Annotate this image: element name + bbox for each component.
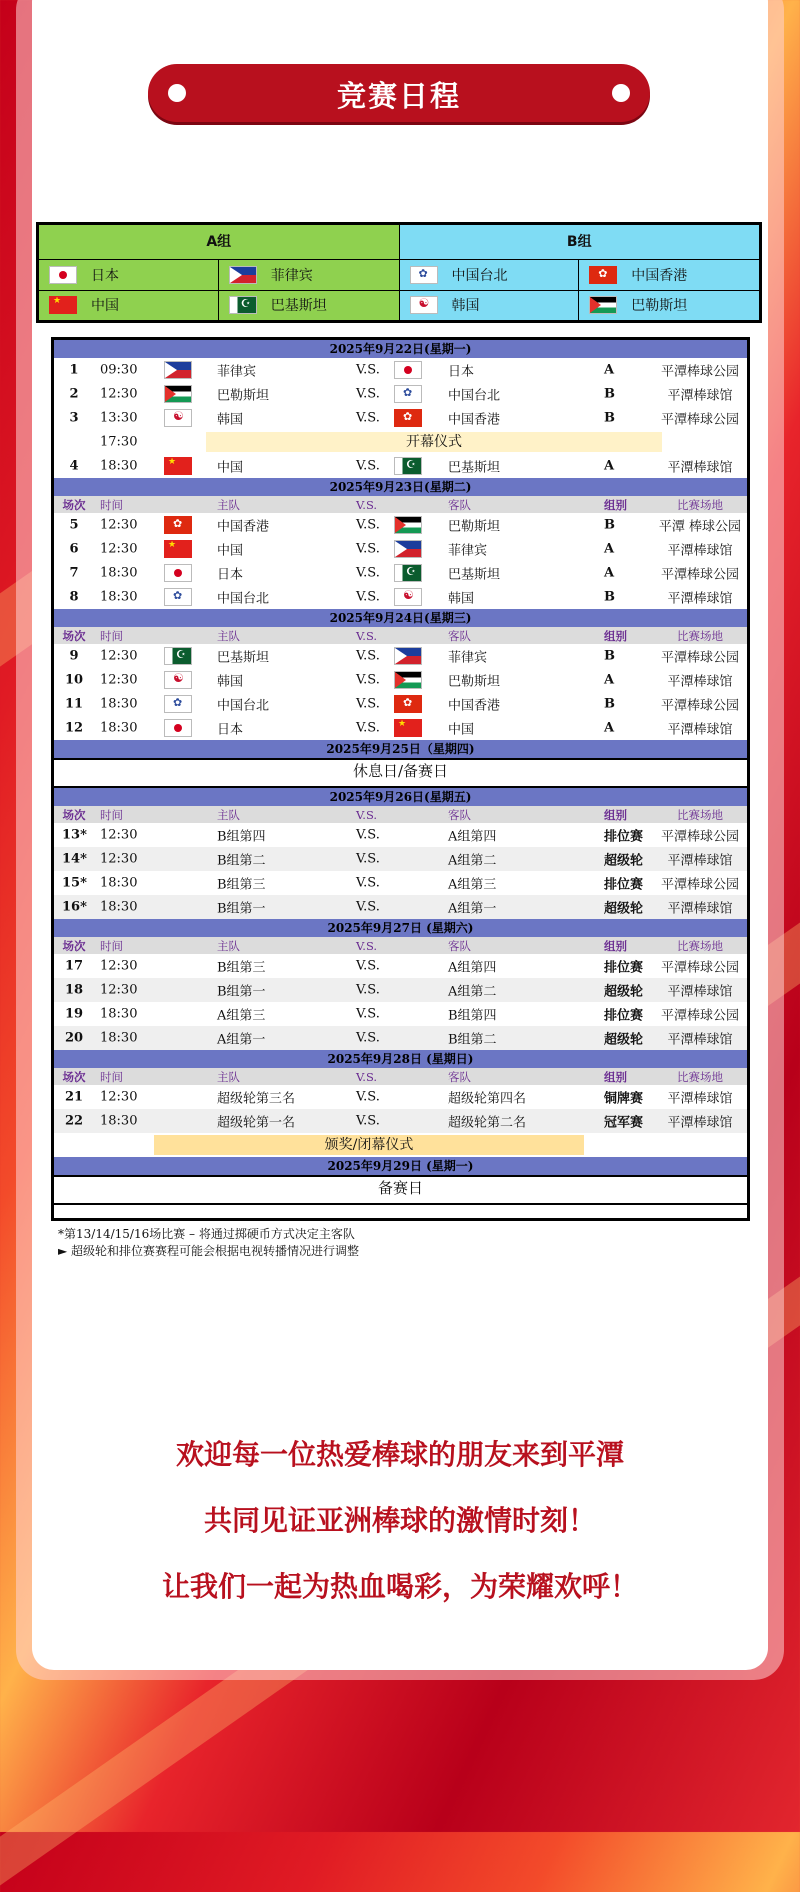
group-a-header: A组 [39, 225, 399, 260]
match-number: 11 [64, 696, 84, 712]
match-time: 18:30 [100, 696, 138, 712]
header-time: 时间 [100, 1069, 123, 1084]
match-group: B [604, 386, 615, 402]
header-no: 场次 [62, 628, 86, 643]
header-group: 组别 [604, 1069, 627, 1084]
venue: 平潭棒球馆 [667, 388, 733, 404]
team-name: 日本 [91, 267, 119, 284]
group-team [400, 260, 580, 290]
header-vs: V.S. [356, 628, 378, 643]
korea-flag-icon [394, 588, 422, 606]
date-row: 2025年9月26日(星期五) [54, 788, 747, 806]
hong-kong-flag-icon [394, 695, 422, 713]
group-team [579, 260, 759, 290]
venue: 平潭棒球公园 [660, 650, 739, 666]
away-team: A组第四 [448, 829, 497, 845]
match-row [54, 823, 747, 847]
korea-flag-icon [410, 296, 438, 314]
versus: V.S. [356, 958, 380, 974]
slogan-line: 欢迎每一位热爱棒球的朋友来到平潭 [175, 1438, 624, 1471]
match-group: 超级轮 [604, 853, 644, 869]
match-group: 铜牌赛 [604, 1091, 644, 1107]
slogan [32, 1422, 768, 1620]
header-away: 客队 [448, 1069, 471, 1084]
home-team: 日本 [217, 722, 244, 738]
versus: V.S. [356, 875, 380, 891]
header-venue: 比赛场地 [677, 628, 723, 643]
date-row: 2025年9月28日 (星期日) [54, 1050, 747, 1068]
ceremony-label: 开幕仪式 [206, 432, 662, 452]
group-team [39, 291, 219, 321]
venue: 平潭棒球馆 [667, 591, 733, 607]
header-group: 组别 [604, 628, 627, 643]
versus: V.S. [356, 565, 380, 581]
notes [58, 1226, 359, 1260]
venue: 平潭棒球馆 [667, 853, 733, 869]
team-name: 中国香港 [631, 267, 688, 284]
match-number: 12 [64, 720, 84, 736]
match-time: 18:30 [100, 720, 138, 736]
match-row [54, 513, 747, 537]
palestine-flag-icon [394, 671, 422, 689]
match-group: 冠军赛 [604, 1115, 644, 1131]
palestine-flag-icon [589, 296, 617, 314]
korea-flag-icon [164, 671, 192, 689]
versus: V.S. [356, 410, 380, 426]
note-line: ► 超级轮和排位赛赛程可能会根据电视转播情况进行调整 [58, 1244, 360, 1258]
versus: V.S. [356, 696, 380, 712]
team-name: 巴勒斯坦 [631, 298, 688, 315]
home-team: B组第一 [217, 984, 266, 1000]
group-b [400, 225, 760, 320]
match-group: A [604, 720, 615, 736]
header-no: 场次 [62, 938, 86, 953]
versus: V.S. [356, 541, 380, 557]
venue: 平潭棒球公园 [660, 698, 739, 714]
match-row [54, 895, 747, 919]
group-row [39, 291, 399, 321]
slogan-line: 共同见证亚洲棒球的激情时刻！ [203, 1504, 596, 1537]
venue: 平潭棒球馆 [667, 543, 733, 559]
team-name: 中国 [91, 298, 119, 315]
palestine-flag-icon [164, 385, 192, 403]
header-venue: 比赛场地 [677, 938, 723, 953]
group-team [400, 291, 580, 321]
header-time: 时间 [100, 938, 123, 953]
philippines-flag-icon [394, 540, 422, 558]
header-home: 主队 [217, 807, 240, 822]
note-line: *第13/14/15/16场比赛 – 将通过掷硬币方式决定主客队 [58, 1227, 355, 1241]
match-group: 排位赛 [604, 829, 644, 845]
match-time: 12:30 [100, 386, 138, 402]
match-time: 12:30 [100, 541, 138, 557]
pakistan-flag-icon [394, 564, 422, 582]
group-b-header: B组 [400, 225, 760, 260]
versus: V.S. [356, 899, 380, 915]
away-team: 超级轮第二名 [448, 1115, 527, 1131]
match-group: A [604, 362, 615, 378]
away-team: 日本 [448, 364, 475, 380]
venue: 平潭棒球公园 [660, 960, 739, 976]
home-team: 中国 [217, 460, 244, 476]
japan-flag-icon [49, 266, 77, 284]
title-banner [148, 64, 650, 122]
match-number: 14* [62, 851, 87, 867]
header-away: 客队 [448, 497, 471, 512]
versus: V.S. [356, 851, 380, 867]
match-group: A [604, 541, 615, 557]
header-home: 主队 [217, 497, 240, 512]
match-group: B [604, 589, 615, 605]
match-group: 超级轮 [604, 901, 644, 917]
header-venue: 比赛场地 [677, 1069, 723, 1084]
versus: V.S. [356, 1006, 380, 1022]
group-team [579, 291, 759, 321]
versus: V.S. [356, 362, 380, 378]
venue: 平潭棒球馆 [667, 1091, 733, 1107]
home-team: 日本 [217, 567, 244, 583]
away-team: 中国台北 [448, 388, 501, 404]
match-group: 排位赛 [604, 960, 644, 976]
versus: V.S. [356, 1089, 380, 1105]
match-time: 12:30 [100, 851, 138, 867]
date-row: 2025年9月25日（星期四) [54, 740, 747, 758]
match-time: 18:30 [100, 899, 138, 915]
match-row [54, 668, 747, 692]
match-row [54, 382, 747, 406]
ceremony-row [54, 1133, 747, 1157]
versus: V.S. [356, 672, 380, 688]
hong-kong-flag-icon [394, 409, 422, 427]
hong-kong-flag-icon [589, 266, 617, 284]
home-team: 巴勒斯坦 [217, 388, 270, 404]
away-team: A组第三 [448, 877, 497, 893]
china-flag-icon [49, 296, 77, 314]
column-header-row [54, 496, 747, 513]
home-team: 中国台北 [217, 591, 270, 607]
venue: 平潭棒球公园 [660, 364, 739, 380]
match-time: 17:30 [100, 434, 138, 450]
home-team: 超级轮第三名 [217, 1091, 296, 1107]
versus: V.S. [356, 517, 380, 533]
match-number: 8 [69, 589, 79, 605]
header-no: 场次 [62, 1069, 86, 1084]
away-team: B组第二 [448, 1032, 497, 1048]
match-time: 12:30 [100, 827, 138, 843]
versus: V.S. [356, 982, 380, 998]
match-group: B [604, 696, 615, 712]
rest-day-row: 休息日/备赛日 [54, 758, 747, 788]
match-number: 10 [64, 672, 84, 688]
china-flag-icon [164, 457, 192, 475]
team-name: 中国台北 [451, 267, 508, 284]
home-team: B组第三 [217, 877, 266, 893]
header-time: 时间 [100, 807, 123, 822]
match-time: 18:30 [100, 458, 138, 474]
venue: 平潭棒球馆 [667, 984, 733, 1000]
pakistan-flag-icon [394, 457, 422, 475]
match-group: 排位赛 [604, 877, 644, 893]
chinese-taipei-flag-icon [164, 588, 192, 606]
match-time: 12:30 [100, 1089, 138, 1105]
header-no: 场次 [62, 497, 86, 512]
match-row [54, 406, 747, 430]
match-group: 超级轮 [604, 1032, 644, 1048]
match-time: 09:30 [100, 362, 138, 378]
match-group: B [604, 410, 615, 426]
match-row [54, 692, 747, 716]
match-number: 13* [62, 827, 87, 843]
home-team: A组第三 [217, 1008, 266, 1024]
away-team: 超级轮第四名 [448, 1091, 527, 1107]
match-time: 18:30 [100, 875, 138, 891]
group-team [219, 291, 399, 321]
group-a [39, 225, 400, 320]
match-number: 19 [64, 1006, 84, 1022]
match-number: 7 [69, 565, 79, 581]
header-group: 组别 [604, 807, 627, 822]
match-time: 18:30 [100, 1030, 138, 1046]
date-row: 2025年9月24日(星期三) [54, 609, 747, 627]
venue: 平潭棒球公园 [660, 877, 739, 893]
rest-day-row: 备赛日 [54, 1175, 747, 1205]
venue: 平潭棒球馆 [667, 674, 733, 690]
match-time: 12:30 [100, 517, 138, 533]
match-time: 18:30 [100, 1006, 138, 1022]
match-time: 12:30 [100, 672, 138, 688]
match-group: B [604, 517, 615, 533]
korea-flag-icon [164, 409, 192, 427]
home-team: 韩国 [217, 674, 244, 690]
match-time: 18:30 [100, 565, 138, 581]
group-row [400, 260, 760, 291]
ceremony-row [54, 430, 747, 454]
match-number: 4 [69, 458, 79, 474]
pakistan-flag-icon [229, 296, 257, 314]
match-number: 16* [62, 899, 87, 915]
match-number: 20 [64, 1030, 84, 1046]
header-vs: V.S. [356, 938, 378, 953]
match-row [54, 1085, 747, 1109]
match-time: 18:30 [100, 589, 138, 605]
philippines-flag-icon [229, 266, 257, 284]
home-team: 菲律宾 [217, 364, 257, 380]
match-time: 18:30 [100, 1113, 138, 1129]
away-team: 菲律宾 [448, 650, 488, 666]
away-team: 巴基斯坦 [448, 567, 501, 583]
column-header-row [54, 806, 747, 823]
match-number: 18 [64, 982, 84, 998]
away-team: 巴勒斯坦 [448, 674, 501, 690]
hong-kong-flag-icon [164, 516, 192, 534]
venue: 平潭棒球公园 [660, 1008, 739, 1024]
home-team: 韩国 [217, 412, 244, 428]
away-team: A组第二 [448, 853, 497, 869]
home-team: 中国台北 [217, 698, 270, 714]
match-number: 17 [64, 958, 84, 974]
header-vs: V.S. [356, 1069, 378, 1084]
column-header-row [54, 1068, 747, 1085]
away-team: B组第四 [448, 1008, 497, 1024]
china-flag-icon [164, 540, 192, 558]
japan-flag-icon [394, 361, 422, 379]
match-number: 2 [69, 386, 79, 402]
versus: V.S. [356, 827, 380, 843]
home-team: 中国 [217, 543, 244, 559]
ceremony-label: 颁奖/闭幕仪式 [154, 1135, 584, 1155]
away-team: 菲律宾 [448, 543, 488, 559]
header-home: 主队 [217, 1069, 240, 1084]
date-row: 2025年9月29日 (星期一) [54, 1157, 747, 1175]
match-row [54, 847, 747, 871]
header-venue: 比赛场地 [677, 497, 723, 512]
away-team: 中国 [448, 722, 475, 738]
match-row [54, 1002, 747, 1026]
match-number: 6 [69, 541, 79, 557]
japan-flag-icon [164, 564, 192, 582]
philippines-flag-icon [394, 647, 422, 665]
team-name: 韩国 [451, 298, 480, 315]
home-team: 中国香港 [217, 519, 270, 535]
match-time: 12:30 [100, 648, 138, 664]
match-group: A [604, 672, 615, 688]
header-time: 时间 [100, 497, 123, 512]
match-time: 12:30 [100, 982, 138, 998]
match-group: 超级轮 [604, 984, 644, 1000]
match-number: 22 [64, 1113, 84, 1129]
header-vs: V.S. [356, 497, 378, 512]
away-team: 巴基斯坦 [448, 460, 501, 476]
away-team: 韩国 [448, 591, 475, 607]
header-away: 客队 [448, 807, 471, 822]
china-flag-icon [394, 719, 422, 737]
versus: V.S. [356, 589, 380, 605]
match-row [54, 358, 747, 382]
header-venue: 比赛场地 [677, 807, 723, 822]
match-row [54, 585, 747, 609]
away-team: 中国香港 [448, 412, 501, 428]
versus: V.S. [356, 1113, 380, 1129]
header-away: 客队 [448, 628, 471, 643]
away-team: A组第一 [448, 901, 497, 917]
match-row [54, 1109, 747, 1133]
chinese-taipei-flag-icon [410, 266, 438, 284]
chinese-taipei-flag-icon [394, 385, 422, 403]
pakistan-flag-icon [164, 647, 192, 665]
schedule-table [51, 337, 750, 1221]
away-team: A组第四 [448, 960, 497, 976]
match-row [54, 537, 747, 561]
venue: 平潭棒球公园 [660, 567, 739, 583]
match-number: 5 [69, 517, 79, 533]
date-row: 2025年9月22日(星期一) [54, 340, 747, 358]
column-header-row [54, 937, 747, 954]
versus: V.S. [356, 458, 380, 474]
page-title: 竞赛日程 [336, 79, 461, 113]
group-team [219, 260, 399, 290]
group-team [39, 260, 219, 290]
column-header-row [54, 627, 747, 644]
match-number: 1 [69, 362, 79, 378]
match-group: B [604, 648, 615, 664]
match-row [54, 978, 747, 1002]
palestine-flag-icon [394, 516, 422, 534]
home-team: A组第一 [217, 1032, 266, 1048]
venue: 平潭棒球馆 [667, 722, 733, 738]
header-vs: V.S. [356, 807, 378, 822]
match-time: 12:30 [100, 958, 138, 974]
versus: V.S. [356, 720, 380, 736]
match-group: A [604, 458, 615, 474]
away-team: 中国香港 [448, 698, 501, 714]
versus: V.S. [356, 1030, 380, 1046]
home-team: B组第二 [217, 853, 266, 869]
home-team: 超级轮第一名 [217, 1115, 296, 1131]
team-name: 巴基斯坦 [270, 298, 327, 315]
match-time: 13:30 [100, 410, 138, 426]
venue: 平潭棒球公园 [660, 412, 739, 428]
venue: 平潭棒球馆 [667, 1115, 733, 1131]
slogan-line: 让我们一起为热血喝彩，为荣耀欢呼！ [161, 1570, 638, 1603]
team-name: 菲律宾 [270, 267, 313, 284]
away-team: 巴勒斯坦 [448, 519, 501, 535]
venue: 平潭棒球馆 [667, 1032, 733, 1048]
venue: 平潭棒球公园 [660, 829, 739, 845]
home-team: B组第三 [217, 960, 266, 976]
away-team: A组第二 [448, 984, 497, 1000]
home-team: B组第四 [217, 829, 266, 845]
match-number: 3 [69, 410, 79, 426]
groups-table [36, 222, 762, 323]
versus: V.S. [356, 386, 380, 402]
match-group: A [604, 565, 615, 581]
match-group: 排位赛 [604, 1008, 644, 1024]
header-away: 客队 [448, 938, 471, 953]
group-row [39, 260, 399, 291]
match-row [54, 871, 747, 895]
match-row [54, 644, 747, 668]
header-home: 主队 [217, 938, 240, 953]
home-team: B组第一 [217, 901, 266, 917]
philippines-flag-icon [164, 361, 192, 379]
header-home: 主队 [217, 628, 240, 643]
venue: 平潭 棒球公园 [658, 519, 742, 535]
group-row [400, 291, 760, 321]
header-no: 场次 [62, 807, 86, 822]
versus: V.S. [356, 648, 380, 664]
japan-flag-icon [164, 719, 192, 737]
match-row [54, 561, 747, 585]
match-row [54, 716, 747, 740]
match-number: 21 [64, 1089, 84, 1105]
chinese-taipei-flag-icon [164, 695, 192, 713]
match-row [54, 454, 747, 478]
header-group: 组别 [604, 938, 627, 953]
match-row [54, 1026, 747, 1050]
header-time: 时间 [100, 628, 123, 643]
venue: 平潭棒球馆 [667, 901, 733, 917]
match-number: 9 [69, 648, 79, 664]
venue: 平潭棒球馆 [667, 460, 733, 476]
date-row: 2025年9月23日(星期二) [54, 478, 747, 496]
match-row [54, 954, 747, 978]
header-group: 组别 [604, 497, 627, 512]
home-team: 巴基斯坦 [217, 650, 270, 666]
match-number: 15* [62, 875, 87, 891]
date-row: 2025年9月27日 (星期六) [54, 919, 747, 937]
